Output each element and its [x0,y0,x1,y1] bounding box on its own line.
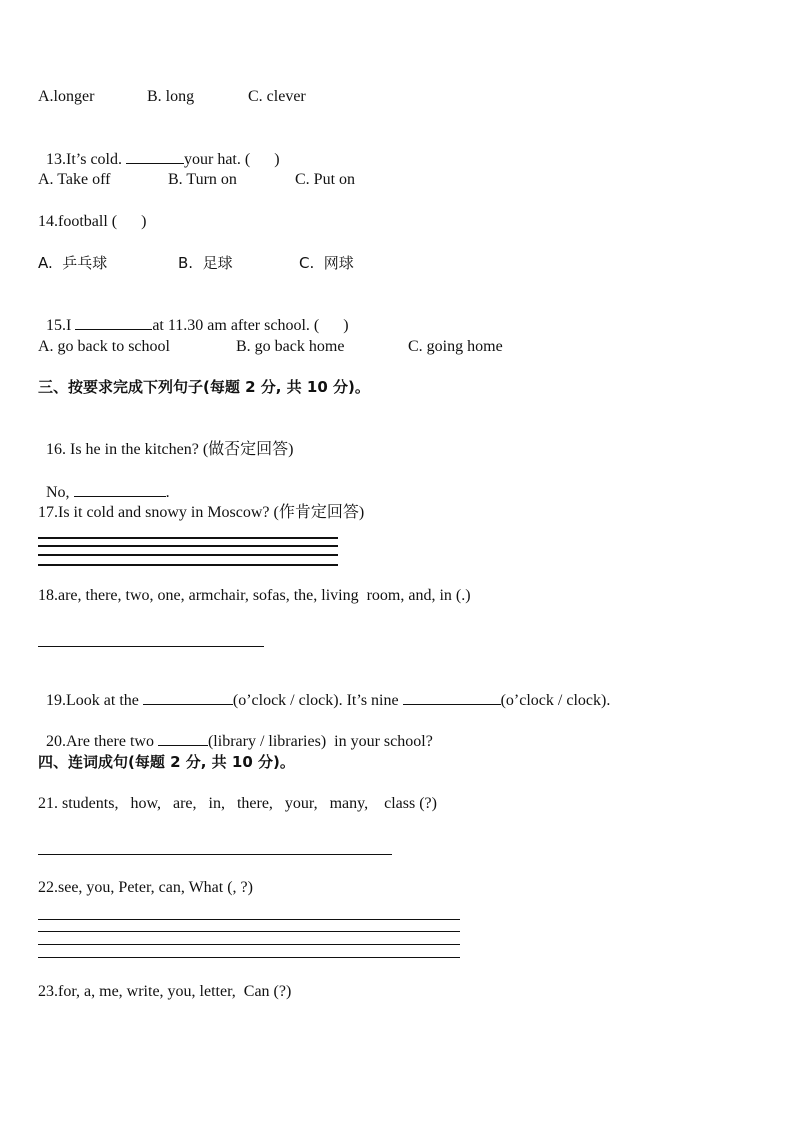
question-20 [38,711,433,752]
question-20-blank[interactable] [158,731,208,746]
q18-answer-line[interactable] [38,646,264,647]
q12-option-b: B. long [147,88,195,105]
question-18: 18.are, there, two, one, armchair, sofas, the, living room, and, in (.) [38,587,471,604]
q13-option-c: C. Put on [295,171,356,188]
section-4-title: 四、连词成句(每题 2 分, 共 10 分)。 [38,753,295,771]
question-19-blank-2[interactable] [403,690,501,705]
q13-option-b: B. Turn on [168,171,237,188]
question-20-text-after: (library / libraries) in your school? [207,733,433,750]
question-13-blank[interactable] [126,149,184,164]
q15-option-a: A. go back to school [38,338,170,355]
q15-option-b: B. go back home [236,338,345,355]
question-22: 22.see, you, Peter, can, What (, ?) [38,879,253,896]
question-21: 21. students, how, are, in, there, your, many, class (?) [38,795,437,812]
q17-answer-line-2[interactable] [38,545,338,547]
q15-option-c: C. going home [408,338,503,355]
q14-option-a: A. 乒乓球 [38,254,108,272]
q17-answer-line-3[interactable] [38,554,338,556]
question-14: 14.football ( ) [38,213,147,230]
question-23: 23.for, a, me, write, you, letter, Can (?) [38,983,292,1000]
q17-answer-line-1[interactable] [38,537,338,539]
q14-option-b: B. 足球 [178,254,233,272]
question-16 [38,420,294,460]
q12-option-c: C. clever [248,88,306,105]
question-17: 17.Is it cold and snowy in Moscow? (作肯定回答) [38,504,365,521]
question-16-text: 16. Is he in the kitchen? (做否定回答) [46,441,294,458]
q22-answer-line-2[interactable] [38,931,460,932]
question-16-answer [38,462,170,503]
question-19-blank-1[interactable] [143,690,233,705]
q22-answer-line-1[interactable] [38,919,460,920]
question-15-text-before: 15.I [46,317,76,334]
question-20-text-before: 20.Are there two [46,733,158,750]
q22-answer-line-3[interactable] [38,944,460,945]
q13-option-a: A. Take off [38,171,111,188]
q14-option-c: C. 网球 [299,254,354,272]
question-15-text-after: at 11.30 am after school. ( ) [152,317,349,334]
question-16-answer-prefix: No, [46,484,74,501]
section-3-title: 三、按要求完成下列句子(每题 2 分, 共 10 分)。 [38,378,370,396]
q22-answer-line-4[interactable] [38,957,460,958]
q21-answer-line[interactable] [38,854,392,855]
question-15 [38,295,349,336]
question-19-text-before: 19.Look at the [46,692,143,709]
question-19 [38,670,610,711]
question-16-blank[interactable] [74,482,166,497]
question-13-text-before: 13.It’s cold. [46,151,126,168]
question-16-answer-suffix: . [165,484,170,501]
question-19-text-after: (o’clock / clock). [500,692,611,709]
q12-option-a: A.longer [38,88,95,105]
question-15-blank[interactable] [75,315,152,330]
question-13 [38,129,280,170]
question-13-text-after: your hat. ( ) [184,151,280,168]
q17-answer-line-4[interactable] [38,564,338,566]
question-19-text-mid: (o’clock / clock). It’s nine [232,692,403,709]
